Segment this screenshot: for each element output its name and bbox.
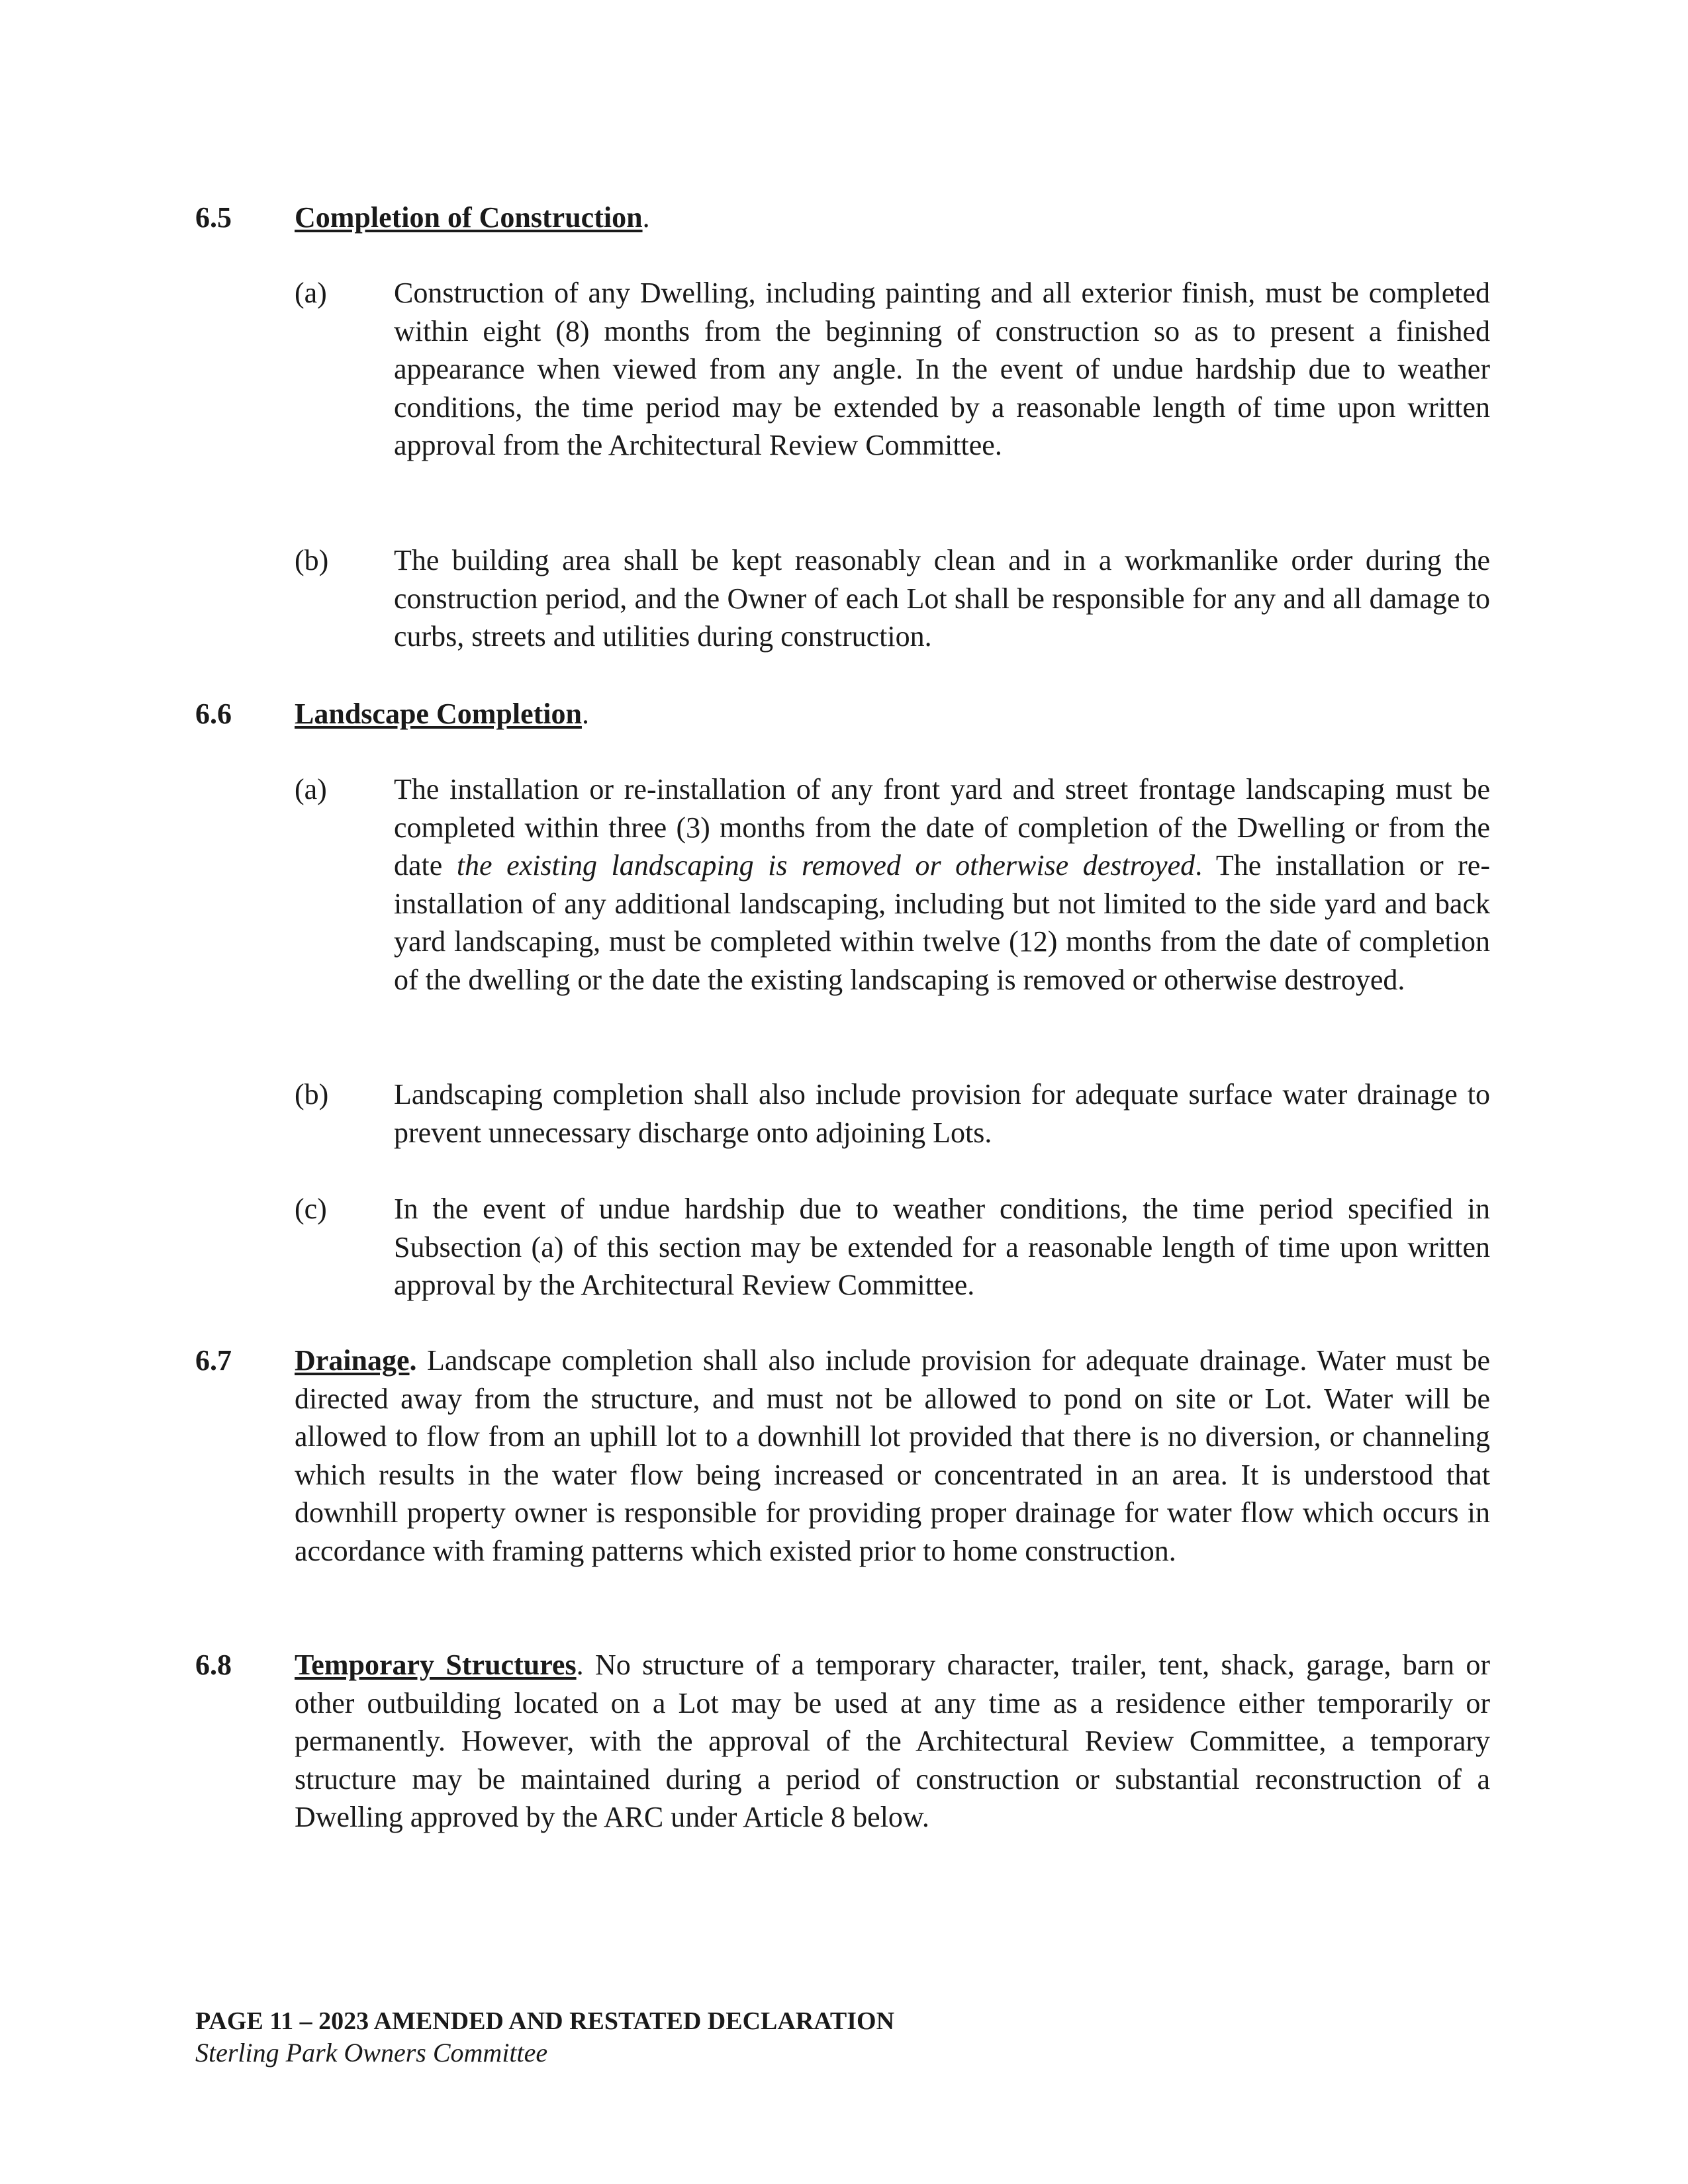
page-footer <box>195 2005 1453 2069</box>
subsection-label: (a) <box>295 277 327 309</box>
title-period: . <box>642 201 650 234</box>
section-heading <box>295 695 1490 733</box>
text-before: The installation or re-installation of any front yard and street frontage landscaping must be completed within three (3) months from the date of completion of the Dwelling or from the date <box>394 773 1490 882</box>
section-number: 6.6 <box>195 698 232 730</box>
title-period: . <box>581 698 589 730</box>
section-number: 6.8 <box>195 1649 232 1681</box>
section-body <box>295 1646 1490 1837</box>
section-title: Temporary Structures <box>295 1649 577 1681</box>
section-title: Landscape Completion <box>295 698 582 730</box>
section-number: 6.7 <box>195 1344 232 1377</box>
subsection-text: The building area shall be kept reasonably clean and in a workmanlike order during the construction period, and the Owner of each Lot shall be responsible for any and all damage to curbs, streets and utilities during construction. <box>394 544 1490 653</box>
section-heading <box>295 199 1490 237</box>
subsection-label: (b) <box>295 1078 329 1111</box>
section-text: No structure of a temporary character, trailer, tent, shack, garage, barn or other outbuilding located on a Lot may be used at any time as a residence either temporarily or permanently. However, with the approval of the Architectural Review Committee, a temporary structure may be maintained during a period of construction or substantial reconstruction of a Dwelling approved by the ARC under Article 8 below. <box>295 1649 1490 1833</box>
section-title: Drainage <box>295 1344 410 1377</box>
subsection-text: In the event of undue hardship due to weather conditions, the time period specified in Subsection (a) of this section may be extended for a reasonable length of time upon written approval by the Architectural Review Committee. <box>394 1193 1490 1301</box>
section-body <box>295 1342 1490 1570</box>
subsection-label: (c) <box>295 1193 327 1225</box>
subsection-text: Construction of any Dwelling, including painting and all exterior finish, must be completed within eight (8) months from the beginning of construction so as to present a finished appearance when viewed from any angle. In the event of undue hardship due to weather conditions, the time period may be extended by a reasonable length of time upon written approval from the Architectural Review Committee. <box>394 277 1490 461</box>
title-period: . <box>576 1649 584 1681</box>
subsection-text: Landscaping completion shall also include provision for adequate surface water drainage to prevent unnecessary discharge onto adjoining Lots. <box>394 1078 1490 1149</box>
section-text: Landscape completion shall also include provision for adequate drainage. Water must be directed away from the structure, and must not be allowed to pond on site or Lot. Water will be allowed to flow from an uphill lot to a downhill lot provided that there is no diversion, or channeling which results in the water flow being increased or concentrated in an area. It is understood that downhill property owner is responsible for providing proper drainage for water flow which occurs in accordance with framing patterns which existed prior to home construction. <box>295 1344 1490 1567</box>
title-period: . <box>409 1344 417 1377</box>
section-number: 6.5 <box>195 201 232 234</box>
footer-title: PAGE 11 – 2023 AMENDED AND RESTATED DECLARATION <box>195 2007 895 2035</box>
subsection-text <box>394 770 1490 999</box>
subsection-label: (b) <box>295 544 329 576</box>
subsection-label: (a) <box>295 773 327 805</box>
text-after: . The installation or re-installation of any additional landscaping, including but not limited to the side yard and back yard landscaping, must be completed within twelve (12) months from the date of completion of the dwelling or the date the existing landscaping is removed or otherwise destroyed. <box>394 849 1490 996</box>
section-title: Completion of Construction <box>295 201 643 234</box>
footer-subtitle: Sterling Park Owners Committee <box>195 2038 548 2068</box>
text-italic: the existing landscaping is removed or otherwise destroyed <box>456 849 1196 882</box>
